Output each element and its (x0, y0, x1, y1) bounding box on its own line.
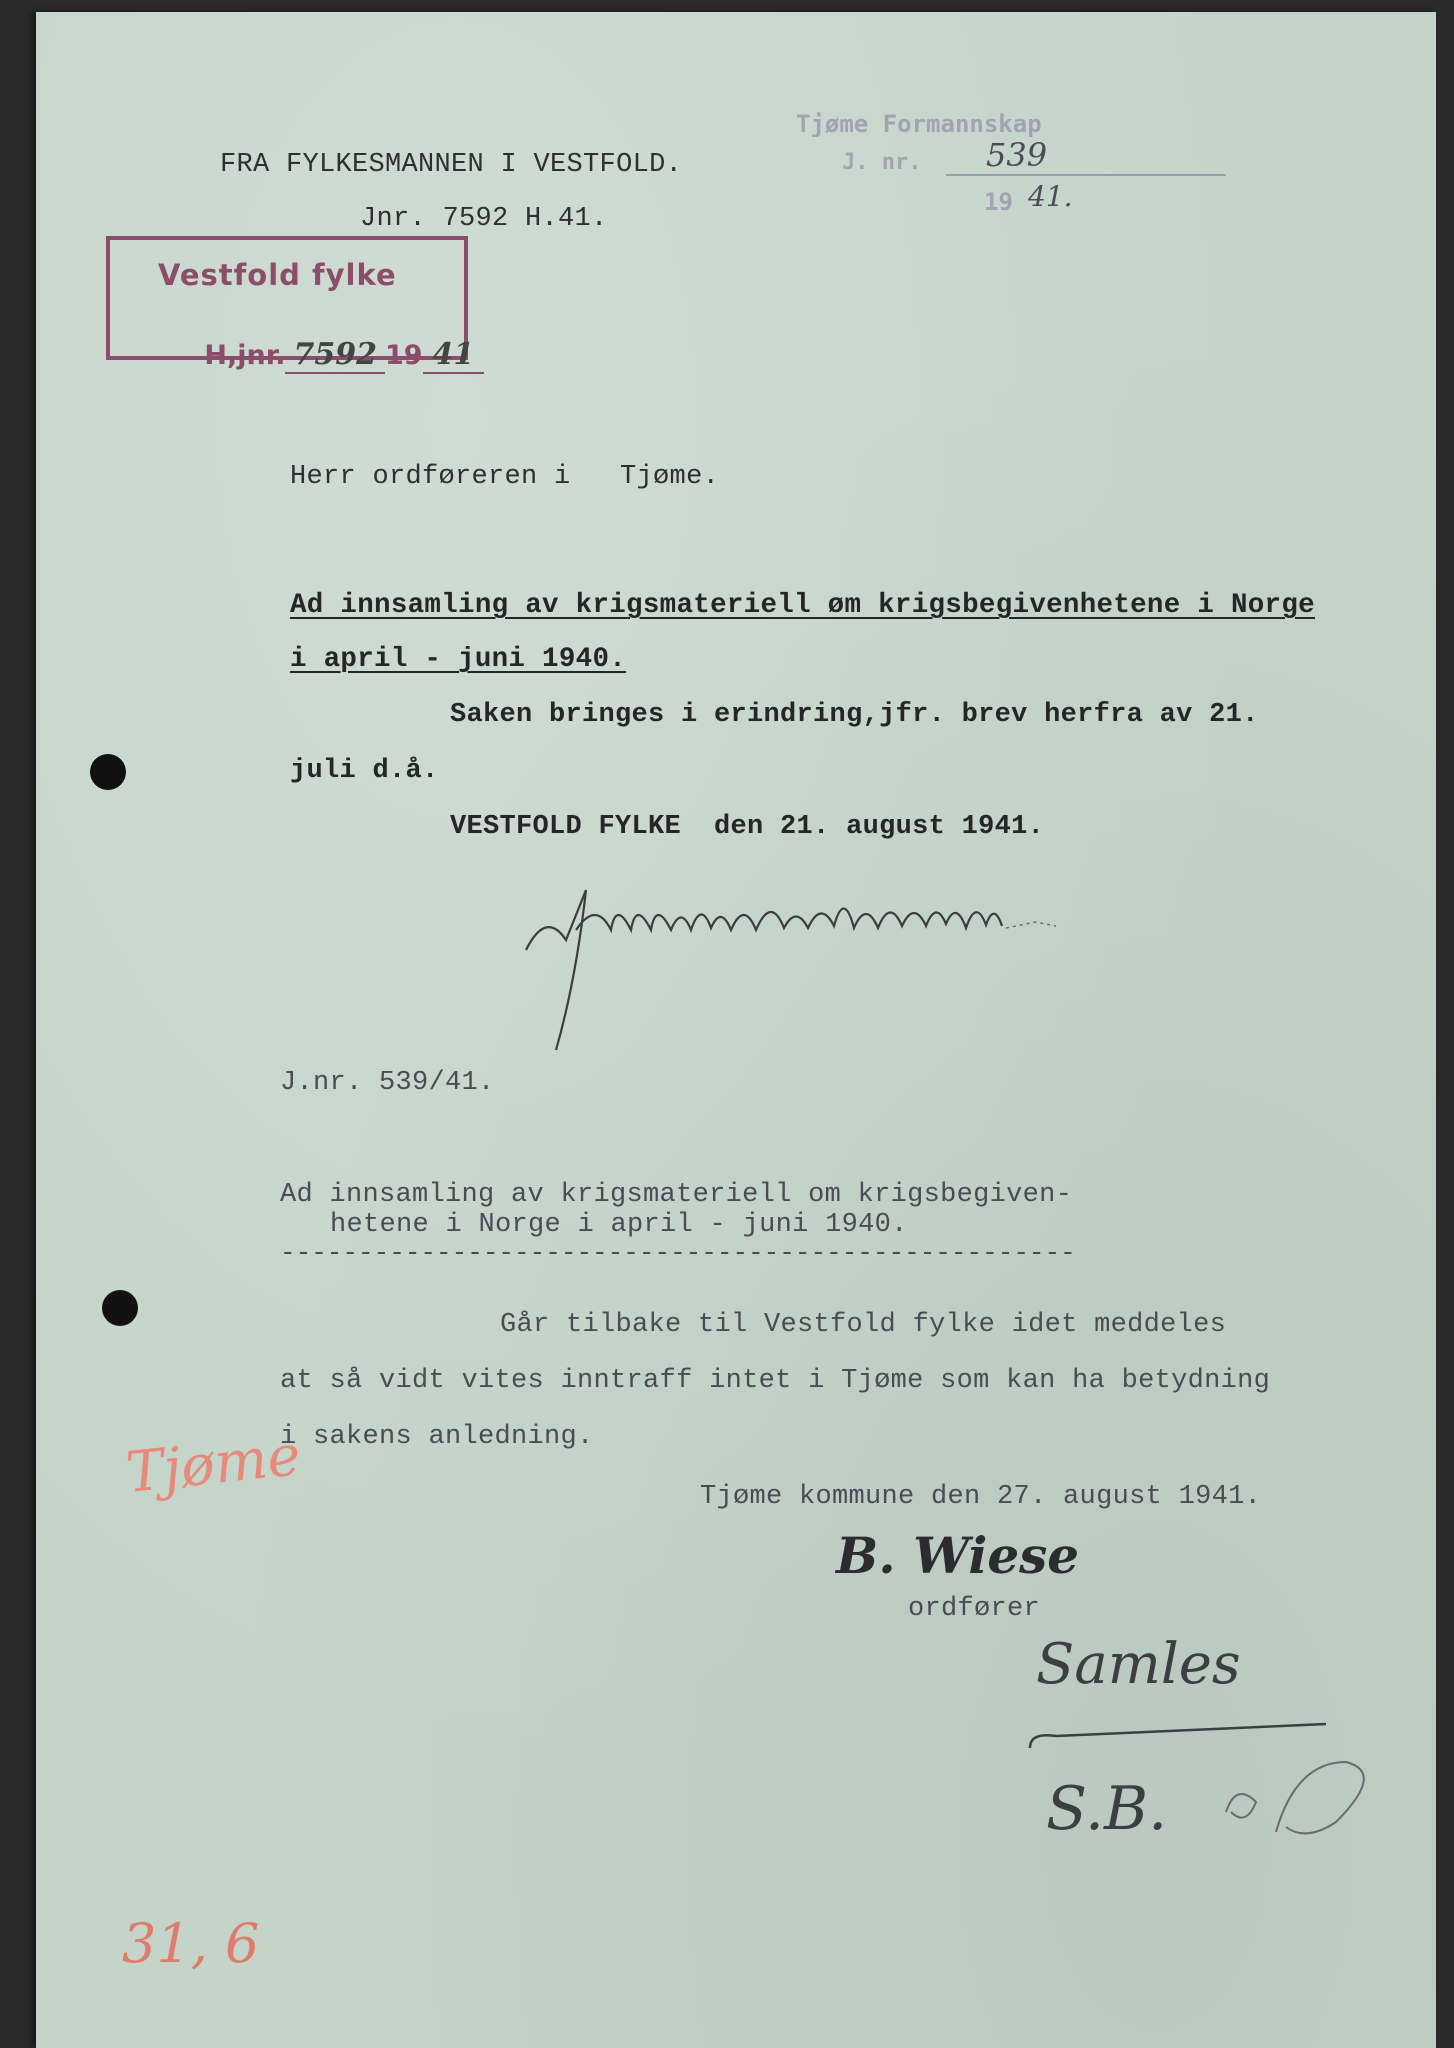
margin-annotation-tjome: Tjøme (123, 1423, 304, 1506)
received-stamp-line (946, 174, 1226, 176)
reply-divider: --------------------------------------------------- (280, 1238, 1076, 1268)
received-stamp-year: 19 (984, 188, 1013, 216)
received-stamp-jnr-value: 539 (986, 136, 1048, 174)
initials-scribble (1216, 1742, 1396, 1852)
county-stamp (106, 236, 475, 372)
reply-text-line-2: at så vidt vites inntraff intet i Tjøme som kan ha betydning (280, 1366, 1271, 1396)
county-stamp-jnr-row (148, 306, 484, 403)
received-stamp-year-value: 41. (1028, 180, 1073, 213)
received-stamp-heading: Tjøme Formannskap (796, 110, 1042, 138)
samles-annotation: Samles (1036, 1632, 1241, 1697)
place-date: VESTFOLD FYLKE den 21. august 1941. (450, 812, 1045, 842)
county-stamp-jnr-value: 7592 (285, 337, 385, 374)
reply-text-line-3: i sakens anledning. (280, 1422, 594, 1452)
received-stamp-jnr-label: J. nr. (842, 150, 922, 175)
punch-hole-bottom (102, 1290, 138, 1326)
initials-annotation: S.B. (1046, 1774, 1168, 1844)
county-stamp-title: Vestfold fylke (158, 258, 397, 292)
bottom-annotation-number: 31, 6 (122, 1912, 260, 1975)
sender-heading: FRA FYLKESMANNEN I VESTFOLD. (220, 150, 683, 180)
subject-line-1: Ad innsamling av krigsmateriell øm krigsbegivenhetene i Norge (290, 590, 1315, 621)
body-line-1: Saken bringes i erindring,jfr. brev herfra av 21. (450, 700, 1259, 730)
subject-line-2: i april - juni 1940. (290, 644, 627, 675)
reply-place-date: Tjøme kommune den 27. august 1941. (700, 1482, 1262, 1512)
reply-jnr: J.nr. 539/41. (280, 1068, 495, 1098)
reply-subject-line-1: Ad innsamling av krigsmateriell om krigsbegiven- (280, 1180, 1073, 1210)
recipient: Herr ordføreren i Tjøme. (290, 462, 720, 492)
county-signature (516, 870, 1156, 1060)
county-stamp-year-prefix: 19 (384, 340, 423, 371)
reply-text-line-1: Går tilbake til Vestfold fylke idet meddeles (500, 1310, 1227, 1340)
reply-subject-line-2: hetene i Norge i april - juni 1940. (330, 1210, 908, 1240)
county-stamp-year-value: 41 (423, 337, 485, 374)
journal-number: Jnr. 7592 H.41. (360, 204, 608, 234)
mayor-title: ordfører (908, 1594, 1041, 1624)
body-line-2: juli d.å. (290, 756, 439, 786)
punch-hole-top (90, 754, 126, 790)
mayor-signature: B. Wiese (836, 1526, 1080, 1585)
letter-page (36, 12, 1436, 2048)
county-stamp-jnr-label: H,jnr. (204, 340, 286, 371)
